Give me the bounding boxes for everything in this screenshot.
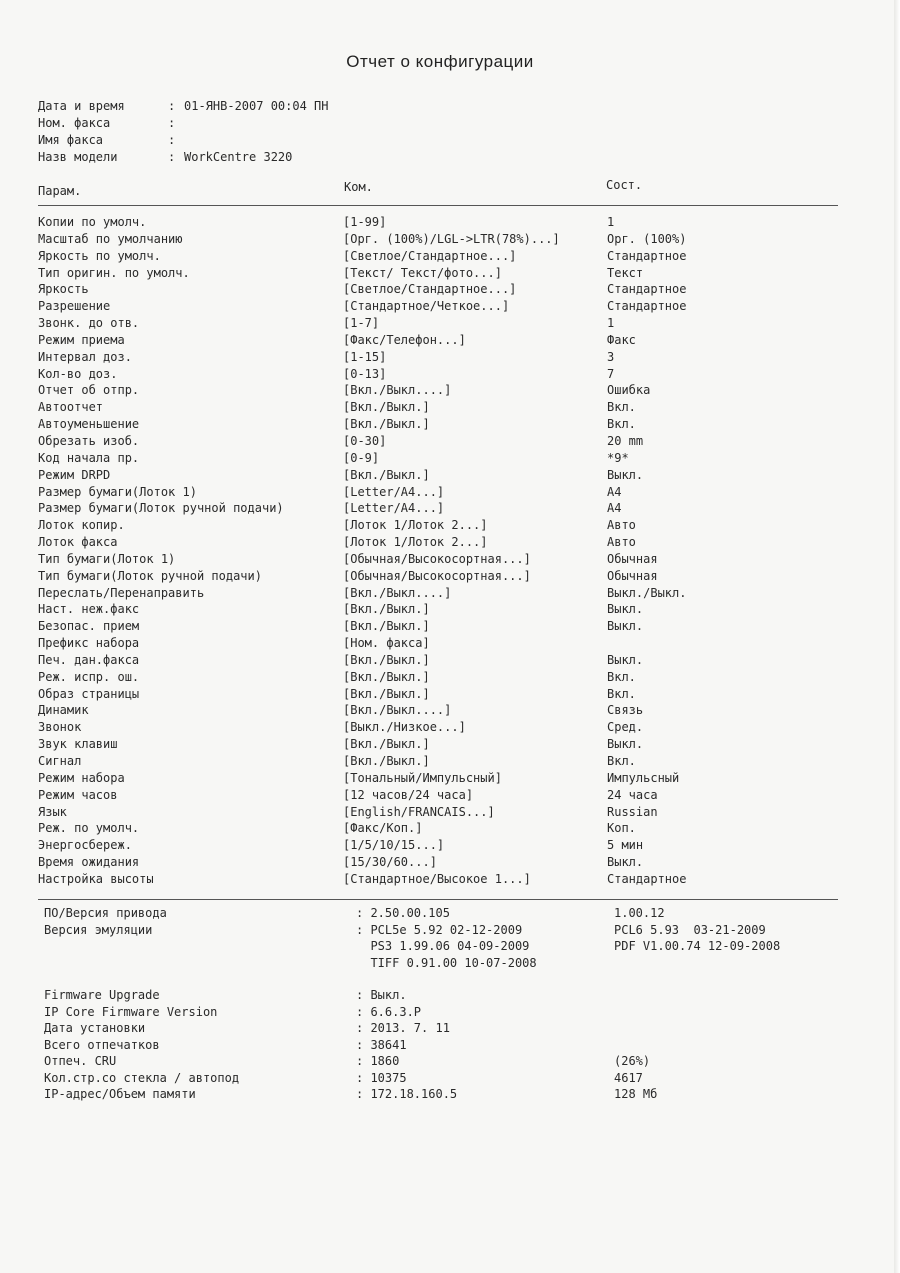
table-row <box>38 517 858 534</box>
table-row <box>38 635 858 652</box>
header-row <box>38 98 484 115</box>
table-row <box>38 618 858 635</box>
param-name: Копии по умолч. <box>38 215 147 229</box>
param-state: 24 часа <box>607 787 658 802</box>
param-state: 7 <box>607 366 615 381</box>
report-header <box>38 98 484 166</box>
table-row <box>38 585 858 602</box>
system-row <box>44 1037 844 1054</box>
param-name: Динамик <box>38 703 89 718</box>
header-row <box>38 149 484 166</box>
system-extra <box>614 1020 844 1037</box>
param-name: Размер бумаги(Лоток 1) <box>38 484 197 499</box>
param-command: [Орг. (100%)/LGL->LTR(78%)...] <box>343 231 560 246</box>
param-name: Автоуменьшение <box>38 417 140 432</box>
system-value: : 172.18.160.5 <box>356 1087 458 1101</box>
param-state: A4 <box>607 484 622 499</box>
param-command: [Letter/A4...] <box>343 484 445 499</box>
param-name: Префикс набора <box>38 636 140 651</box>
table-row <box>38 686 858 703</box>
param-command: [Вкл./Выкл....] <box>343 585 452 600</box>
param-command: [Факс/Телефон...] <box>343 332 466 347</box>
system-value: : PCL5e 5.92 02-12-2009 <box>356 922 523 937</box>
system-value: : 10375 <box>356 1070 407 1085</box>
param-state: Обычная <box>607 551 658 566</box>
system-label: Всего отпечатков <box>44 1037 160 1052</box>
param-state: Коп. <box>607 821 636 836</box>
table-row <box>38 719 858 736</box>
param-state: Выкл. <box>607 602 644 617</box>
param-command: [Вкл./Выкл....] <box>343 383 452 398</box>
param-state: Авто <box>607 535 636 550</box>
system-row <box>44 1053 844 1070</box>
param-name: Яркость <box>38 282 89 297</box>
param-command: [Лоток 1/Лоток 2...] <box>343 518 488 533</box>
param-name: Сигнал <box>38 754 82 768</box>
param-name: Энергосбереж. <box>38 838 132 853</box>
param-command: [Вкл./Выкл.] <box>343 417 430 432</box>
param-command: [Текст/ Текст/фото...] <box>343 265 502 280</box>
param-name: Настройка высоты <box>38 871 154 886</box>
header-value <box>184 132 484 149</box>
page-edge <box>894 0 900 1273</box>
system-value: : 6.6.3.P <box>356 1004 422 1019</box>
param-state: Выкл. <box>607 652 644 667</box>
system-value: : 38641 <box>356 1037 407 1052</box>
table-row <box>38 366 858 383</box>
system-label: ПО/Версия привода <box>44 906 167 920</box>
param-command: [Обычная/Высокосортная...] <box>343 551 531 566</box>
param-command: [Стандартное/Высокое 1...] <box>343 871 531 886</box>
header-label: Имя факса <box>38 133 104 147</box>
param-state: Вкл. <box>607 754 636 768</box>
table-row <box>38 871 858 888</box>
param-command: [Лоток 1/Лоток 2...] <box>343 535 488 550</box>
param-state: Выкл. <box>607 619 644 634</box>
table-row <box>38 568 858 585</box>
param-state: Стандартное <box>607 299 687 314</box>
system-label: Отпеч. CRU <box>44 1054 117 1068</box>
param-name: Режим DRPD <box>38 467 111 482</box>
header-label: Ном. факса <box>38 116 111 130</box>
table-row <box>38 281 858 298</box>
table-row <box>38 820 858 837</box>
param-name: Время ожидания <box>38 855 140 870</box>
table-row <box>38 416 858 433</box>
param-name: Звонк. до отв. <box>38 316 140 331</box>
table-row <box>38 214 858 231</box>
system-label: IP-адрес/Объем памяти <box>44 1087 196 1101</box>
param-name: Разрешение <box>38 299 111 314</box>
param-command: [Стандартное/Четкое...] <box>343 299 510 314</box>
param-name: Лоток копир. <box>38 518 125 533</box>
param-command: [Светлое/Стандартное...] <box>343 282 517 297</box>
system-value: : 2.50.00.105 <box>356 906 450 920</box>
system-info <box>44 905 844 1103</box>
system-row <box>44 987 844 1004</box>
param-state: A4 <box>607 501 622 516</box>
param-name: Отчет об отпр. <box>38 383 140 398</box>
param-command: [Letter/A4...] <box>343 501 445 516</box>
header-sep: : <box>168 133 176 147</box>
param-name: Тип оригин. по умолч. <box>38 265 190 280</box>
system-extra: 128 Мб <box>614 1087 658 1101</box>
table-row <box>38 298 858 315</box>
header-label: Дата и время <box>38 99 125 113</box>
param-command: [Вкл./Выкл.] <box>343 619 430 634</box>
param-name: Реж. по умолч. <box>38 821 140 836</box>
param-state: Авто <box>607 518 636 533</box>
table-row <box>38 315 858 332</box>
param-command: [0-9] <box>343 450 380 465</box>
param-name: Размер бумаги(Лоток ручной подачи) <box>38 501 284 516</box>
param-name: Обрезать изоб. <box>38 433 140 448</box>
header-sep: : <box>168 99 176 113</box>
param-name: Наст. неж.факс <box>38 602 140 617</box>
table-row <box>38 837 858 854</box>
param-command: [0-13] <box>343 366 387 381</box>
param-state: 3 <box>607 349 615 364</box>
param-command: [Выкл./Низкое...] <box>343 720 466 735</box>
system-extra: PCL6 5.93 03-21-2009 <box>614 922 766 937</box>
table-row <box>38 450 858 467</box>
param-state: Вкл. <box>607 686 636 701</box>
param-name: Яркость по умолч. <box>38 248 161 263</box>
param-state: 5 мин <box>607 838 644 853</box>
param-name: Кол-во доз. <box>38 366 118 381</box>
system-extra <box>614 1004 844 1021</box>
param-state: Обычная <box>607 568 658 583</box>
param-state: Сред. <box>607 720 644 735</box>
system-row <box>44 938 844 955</box>
param-name: Лоток факса <box>38 535 118 550</box>
system-label: Кол.стр.со стекла / автопод <box>44 1070 240 1085</box>
param-command: [1/5/10/15...] <box>343 838 445 853</box>
param-name: Реж. испр. ош. <box>38 669 140 684</box>
param-command: [0-30] <box>343 433 387 448</box>
param-command: [Светлое/Стандартное...] <box>343 248 517 263</box>
param-name: Автоотчет <box>38 400 104 415</box>
system-extra: 1.00.12 <box>614 906 665 920</box>
table-row <box>38 702 858 719</box>
table-row <box>38 601 858 618</box>
table-row <box>38 433 858 450</box>
system-divider <box>38 899 838 900</box>
table-row <box>38 753 858 770</box>
param-name: Звук клавиш <box>38 737 118 752</box>
table-row <box>38 736 858 753</box>
param-state: Вкл. <box>607 417 636 432</box>
header-divider <box>38 205 838 206</box>
param-command: [Вкл./Выкл.] <box>343 400 430 415</box>
system-row <box>44 1070 844 1087</box>
table-row <box>38 770 858 787</box>
param-command: [Обычная/Высокосортная...] <box>343 568 531 583</box>
param-state: 20 mm <box>607 433 644 448</box>
header-row <box>38 115 484 132</box>
param-command: [English/FRANCAIS...] <box>343 804 495 819</box>
param-command: [Вкл./Выкл.] <box>343 652 430 667</box>
table-row <box>38 534 858 551</box>
param-state: Стандартное <box>607 248 687 263</box>
system-label: IP Core Firmware Version <box>44 1004 218 1019</box>
table-row <box>38 500 858 517</box>
report-title: Отчет о конфигурации <box>346 52 534 71</box>
param-command: [Вкл./Выкл.] <box>343 737 430 752</box>
param-command: [Вкл./Выкл.] <box>343 467 430 482</box>
system-row <box>44 1020 844 1037</box>
system-row <box>44 1004 844 1021</box>
param-command: [Вкл./Выкл....] <box>343 703 452 718</box>
system-label: Дата установки <box>44 1021 146 1035</box>
table-row <box>38 231 858 248</box>
param-name: Масштаб по умолчанию <box>38 231 183 246</box>
param-state: Вкл. <box>607 400 636 415</box>
table-row <box>38 382 858 399</box>
system-value: : 2013. 7. 11 <box>356 1021 450 1035</box>
param-name: Переслать/Перенаправить <box>38 585 205 600</box>
header-row <box>38 132 484 149</box>
system-row <box>44 905 844 922</box>
param-name: Язык <box>38 804 67 819</box>
column-header-param: Парам. <box>38 184 82 198</box>
table-row <box>38 467 858 484</box>
param-state: Факс <box>607 332 636 347</box>
table-row <box>38 669 858 686</box>
parameter-table <box>38 214 858 888</box>
param-name: Тип бумаги(Лоток ручной подачи) <box>38 568 262 583</box>
param-state: Выкл. <box>607 467 644 482</box>
param-command: [12 часов/24 часа] <box>343 787 474 802</box>
spacer <box>44 971 844 987</box>
param-state: Текст <box>607 265 644 280</box>
param-state: 1 <box>607 215 615 229</box>
system-value: : 1860 <box>356 1054 400 1068</box>
system-row <box>44 922 844 939</box>
table-row <box>38 804 858 821</box>
param-command: [Вкл./Выкл.] <box>343 602 430 617</box>
system-value: PS3 1.99.06 04-09-2009 <box>356 939 530 953</box>
param-command: [1-99] <box>343 215 387 229</box>
param-name: Безопас. прием <box>38 619 140 634</box>
param-state: Выкл./Выкл. <box>607 585 687 600</box>
system-label <box>44 938 356 955</box>
param-name: Режим часов <box>38 787 118 802</box>
column-header-state: Сост. <box>606 178 643 192</box>
system-extra <box>614 987 844 1004</box>
param-command: [Ном. факса] <box>343 636 430 651</box>
table-row <box>38 551 858 568</box>
header-sep: : <box>168 116 176 130</box>
param-state: Орг. (100%) <box>607 231 687 246</box>
header-value: WorkCentre 3220 <box>184 150 293 164</box>
system-extra <box>614 1037 844 1054</box>
param-state: Ошибка <box>607 383 651 398</box>
param-command: [1-7] <box>343 316 380 331</box>
param-state: Выкл. <box>607 855 644 870</box>
param-command: [1-15] <box>343 349 387 364</box>
system-extra <box>614 955 844 972</box>
param-state: Стандартное <box>607 282 687 297</box>
table-row <box>38 349 858 366</box>
system-label: Firmware Upgrade <box>44 988 160 1002</box>
header-label: Назв модели <box>38 150 118 164</box>
param-command: [Вкл./Выкл.] <box>343 669 430 684</box>
param-state: Russian <box>607 804 658 819</box>
system-extra: PDF V1.00.74 12-09-2008 <box>614 939 781 953</box>
table-row <box>38 399 858 416</box>
system-label: Версия эмуляции <box>44 922 153 937</box>
table-row <box>38 484 858 501</box>
table-row <box>38 248 858 265</box>
param-name: Режим набора <box>38 770 125 785</box>
table-row <box>38 652 858 669</box>
param-command: [Факс/Коп.] <box>343 821 423 836</box>
param-state: Вкл. <box>607 669 636 684</box>
param-state <box>607 635 837 652</box>
column-header-cmd: Ком. <box>344 180 373 194</box>
param-state: 1 <box>607 316 615 331</box>
system-label <box>44 955 356 972</box>
system-value: : Выкл. <box>356 988 407 1002</box>
param-state: Стандартное <box>607 871 687 886</box>
param-name: Звонок <box>38 720 82 735</box>
table-row <box>38 332 858 349</box>
header-value <box>184 115 484 132</box>
param-state: *9* <box>607 450 629 465</box>
param-name: Код начала пр. <box>38 450 140 465</box>
table-row <box>38 787 858 804</box>
system-value: TIFF 0.91.00 10-07-2008 <box>356 955 537 970</box>
param-state: Выкл. <box>607 737 644 752</box>
table-row <box>38 265 858 282</box>
param-name: Печ. дан.факса <box>38 652 140 667</box>
param-command: [Тональный/Импульсный] <box>343 770 502 785</box>
header-value: 01-ЯНВ-2007 00:04 ПН <box>184 99 329 113</box>
param-name: Образ страницы <box>38 686 140 701</box>
system-extra: (26%) <box>614 1054 651 1068</box>
param-command: [15/30/60...] <box>343 855 437 870</box>
param-state: Связь <box>607 703 644 718</box>
system-row <box>44 955 844 972</box>
system-row <box>44 1086 844 1103</box>
header-sep: : <box>168 150 176 164</box>
param-name: Интервал доз. <box>38 349 132 364</box>
system-extra: 4617 <box>614 1070 643 1085</box>
param-state: Импульсный <box>607 770 680 785</box>
param-name: Тип бумаги(Лоток 1) <box>38 551 176 566</box>
param-command: [Вкл./Выкл.] <box>343 754 430 768</box>
table-row <box>38 854 858 871</box>
param-name: Режим приема <box>38 332 125 347</box>
param-command: [Вкл./Выкл.] <box>343 686 430 701</box>
